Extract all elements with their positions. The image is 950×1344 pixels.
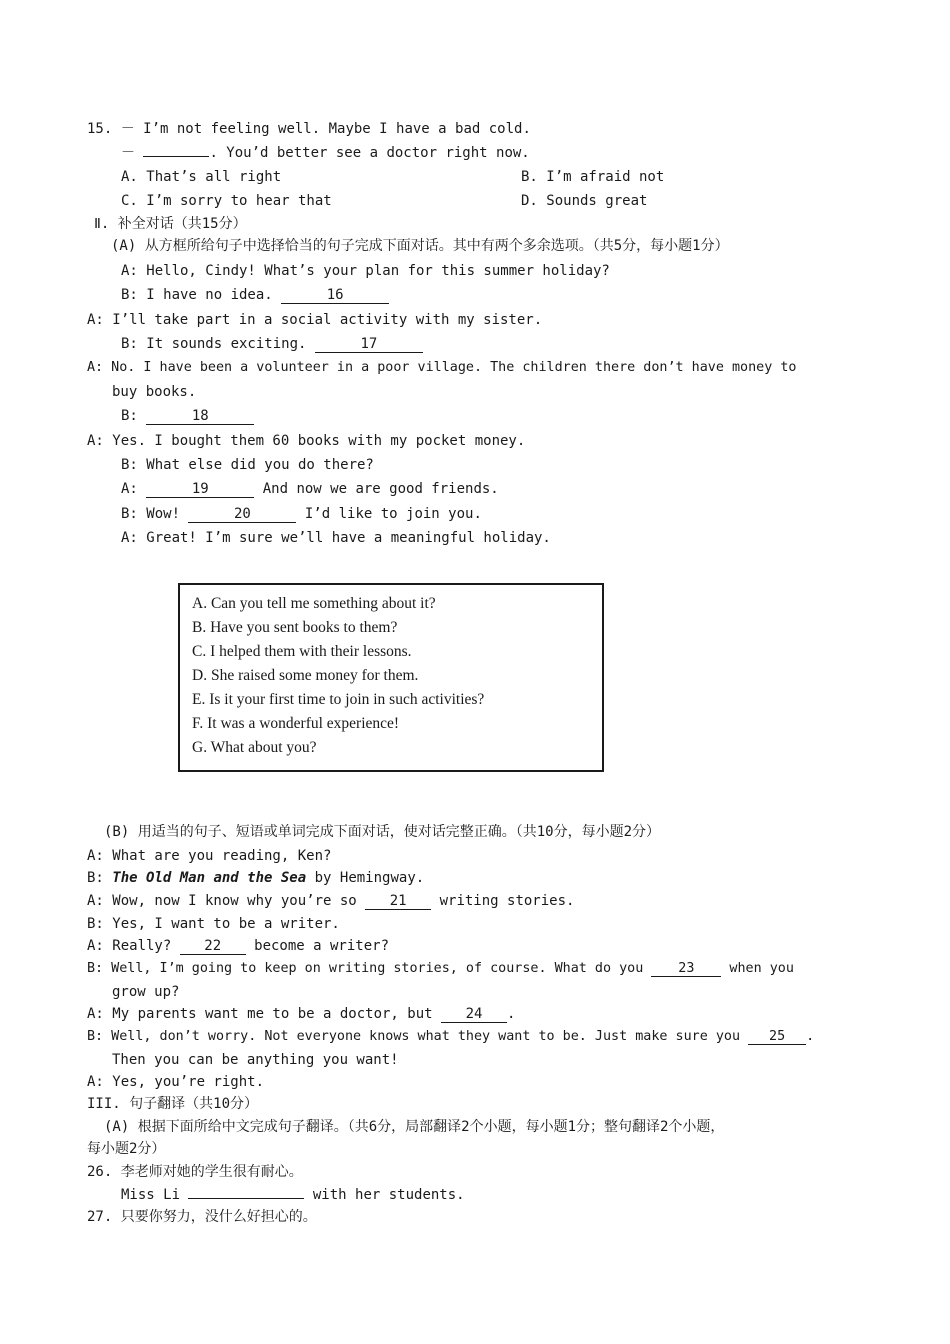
dialogue-line: B: It sounds exciting. 17 [121, 335, 423, 353]
section2-heading: Ⅱ. 补全对话（共15分） [94, 216, 247, 232]
book-title: The Old Man and the Sea [112, 870, 307, 886]
box-option-e: E. Is it your first time to join in such activities? [192, 691, 485, 708]
q27-chinese: 27. 只要你努力，没什么好担心的。 [87, 1209, 317, 1225]
q15-line2: － . You’d better see a doctor right now. [121, 145, 530, 161]
dialogueB-line: B: Well, I’m going to keep on writing stories, of course. What do you 23 when you [87, 961, 794, 976]
section3-partA-instruction: (A) 根据下面所给中文完成句子翻译。（共6分，局部翻译2个小题，每小题1分；整句翻译2个小题， [104, 1119, 725, 1135]
blank-19[interactable]: 19 [146, 482, 254, 498]
box-option-c: C. I helped them with their lessons. [192, 643, 412, 660]
q15-option-a[interactable]: A. That’s all right [121, 169, 282, 185]
dialogue-line: B: Wow! 20 I’d like to join you. [121, 506, 482, 522]
blank-24[interactable]: 24 [441, 1007, 507, 1023]
q15-line1: 15. － I’m not feeling well. Maybe I have a bad cold. [87, 121, 531, 137]
dialogue-line: B: 18 [121, 407, 254, 425]
dialogueB-line: B: Yes, I want to be a writer. [87, 916, 340, 932]
dialogueB-line: A: Really? 22 become a writer? [87, 938, 390, 954]
dialogue-line: B: I have no idea. 16 [121, 286, 389, 304]
dialogueB-line: A: Wow, now I know why you’re so 21 writing stories. [87, 893, 575, 909]
dialogue-line: A: No. I have been a volunteer in a poor village. The children there don’t have money to [87, 360, 797, 375]
dialogueB-line: A: Yes, you’re right. [87, 1074, 265, 1090]
blank-25[interactable]: 25 [748, 1029, 806, 1045]
dialogueB-line: grow up? [112, 984, 180, 1000]
box-option-b: B. Have you sent books to them? [192, 619, 398, 636]
blank-20[interactable]: 20 [188, 507, 296, 523]
dialogueB-line: Then you can be anything you want! [112, 1052, 399, 1068]
blank-21[interactable]: 21 [365, 894, 431, 910]
blank-23[interactable]: 23 [651, 961, 721, 977]
dialogueB-line: A: What are you reading, Ken? [87, 848, 332, 864]
dialogue-line: A: Great! I’m sure we’ll have a meaningful holiday. [121, 530, 551, 546]
dialogueB-line: B: The Old Man and the Sea by Hemingway. [87, 870, 425, 886]
q26-chinese: 26. 李老师对她的学生很有耐心。 [87, 1164, 303, 1180]
q15-blank[interactable] [143, 156, 209, 157]
section2-partA-instruction: (A) 从方框所给句子中选择恰当的句子完成下面对话。其中有两个多余选项。（共5分，每小题1分） [111, 238, 729, 254]
box-option-f: F. It was a wonderful experience! [192, 715, 400, 732]
q26-english: Miss Li with her students. [121, 1187, 465, 1203]
blank-17[interactable]: 17 [315, 337, 423, 353]
section2-partB-instruction: (B) 用适当的句子、短语或单词完成下面对话，使对话完整正确。（共10分，每小题2分） [104, 824, 660, 840]
dialogue-line: buy books. [112, 384, 197, 400]
dialogue-line: A: I’ll take part in a social activity with my sister. [87, 312, 543, 328]
dialogue-line: B: What else did you do there? [121, 457, 374, 473]
dialogueB-line: B: Well, don’t worry. Not everyone knows what they want to be. Just make sure you 25 . [87, 1029, 815, 1044]
box-option-d: D. She raised some money for them. [192, 667, 419, 684]
q26-blank[interactable] [188, 1198, 304, 1199]
options-box [178, 583, 604, 772]
dialogue-line: A: Yes. I bought them 60 books with my pocket money. [87, 433, 526, 449]
q15-option-d[interactable]: D. Sounds great [521, 193, 648, 209]
q15-option-c[interactable]: C. I’m sorry to hear that [121, 193, 332, 209]
q15-option-b[interactable]: B. I’m afraid not [521, 169, 665, 185]
q15-number: 15. [87, 121, 113, 137]
blank-22[interactable]: 22 [180, 939, 246, 955]
section3-partA-instruction-cont: 每小题2分） [87, 1141, 166, 1157]
dialogueB-line: A: My parents want me to be a doctor, but 24 . [87, 1006, 516, 1022]
box-option-a: A. Can you tell me something about it? [192, 595, 436, 612]
dialogue-line: A: 19 And now we are good friends. [121, 481, 499, 497]
blank-16[interactable]: 16 [281, 288, 389, 304]
dialogue-line: A: Hello, Cindy! What’s your plan for this summer holiday? [121, 263, 610, 279]
box-option-g: G. What about you? [192, 739, 317, 756]
section3-heading: III. 句子翻译（共10分） [87, 1096, 259, 1112]
blank-18[interactable]: 18 [146, 409, 254, 425]
